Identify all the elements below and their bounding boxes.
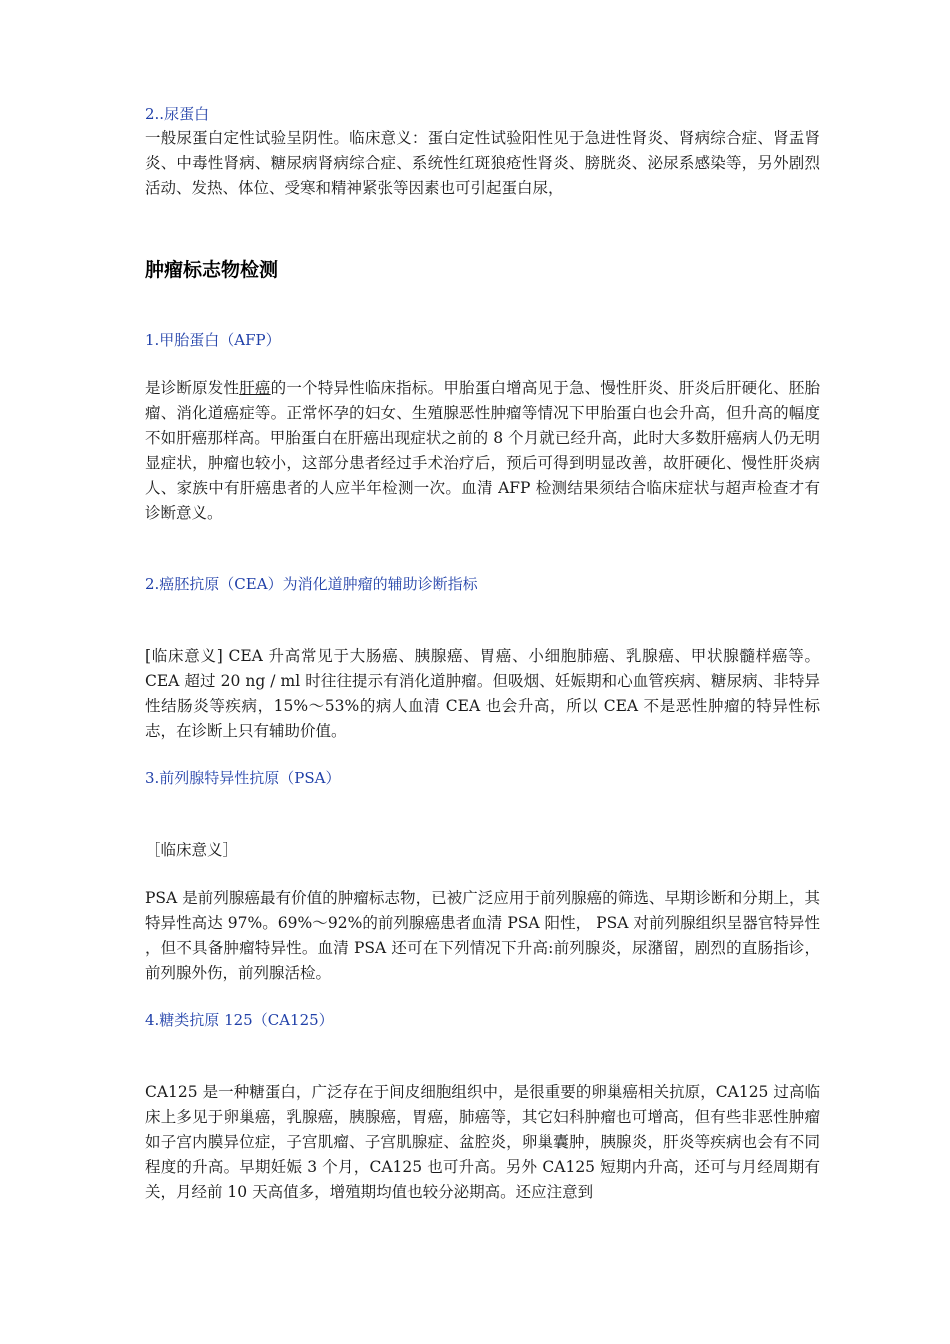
page-title: 肿瘤标志物检测 [145, 259, 279, 281]
psa-clinical-label: ［临床意义］ [145, 841, 239, 859]
liver-cancer-link[interactable]: 肝癌 [239, 379, 271, 397]
afp-heading: 1.甲胎蛋白（AFP） [145, 331, 281, 349]
afp-paragraph [145, 376, 820, 526]
psa-heading: 3.前列腺特异性抗原（PSA） [145, 769, 341, 787]
afp-text-rest: 的一个特异性临床指标。甲胎蛋白增高见于急、慢性肝炎、肝炎后肝硬化、胚胎瘤、消化道癌症等。正常怀孕的妇女、生殖腺恶性肿瘤等情况下甲胎蛋白也会升高，但升高的幅度不如肝癌那样高。甲胎蛋白在肝癌出现症状之前的 8 个月就已经升高，此时大多数肝癌病人仍无明显症状，肿瘤也较小，这部分患者经过手术治疗后，预后可得到明显改善，故肝硬化、慢性肝炎病人、家族中有肝癌患者的人应半年检测一次。血清 AFP 检测结果须结合临床症状与超声检查才有诊断意义。 [145, 379, 820, 522]
cea-paragraph: [临床意义] CEA 升高常见于大肠癌、胰腺癌、胃癌、小细胞肺癌、乳腺癌、甲状腺髓样癌等。CEA 超过 20 ng / ml 时往往提示有消化道肿瘤。但吸烟、妊娠期和心血管疾病、糖尿病、非特异性结肠炎等疾病，15%～53%的病人血清 CEA 也会升高，所以 CEA 不是恶性肿瘤的特异性标志，在诊断上只有辅助价值。 [145, 647, 820, 740]
ca125-heading: 4.糖类抗原 125（CA125） [145, 1011, 334, 1029]
afp-text-start: 是诊断原发性 [145, 379, 240, 397]
ca125-paragraph: CA125 是一种糖蛋白，广泛存在于间皮细胞组织中，是很重要的卵巢癌相关抗原，CA125 过高临床上多见于卵巢癌，乳腺癌，胰腺癌，胃癌，肺癌等，其它妇科肿瘤也可增高，但有些非恶性肿瘤如子宫内膜异位症，子宫肌瘤、子宫肌腺症、盆腔炎，卵巢囊肿，胰腺炎，肝炎等疾病也会有不同程度的升高。早期妊娠 3 个月，CA125 也可升高。另外 CA125 短期内升高，还可与月经周期有关，月经前 10 天高值多，增殖期均值也较分泌期高。还应注意到 [145, 1083, 820, 1201]
cea-heading: 2.癌胚抗原（CEA）为消化道肿瘤的辅助诊断指标 [145, 575, 478, 593]
urine-protein-paragraph: 一般尿蛋白定性试验呈阴性。临床意义：蛋白定性试验阳性见于急进性肾炎、肾病综合症、肾盂肾炎、中毒性肾病、糖尿病肾病综合症、系统性红斑狼疮性肾炎、膀胱炎、泌尿系感染等，另外剧烈活动、发热、体位、受寒和精神紧张等因素也可引起蛋白尿， [145, 129, 820, 197]
urine-protein-heading: 2..尿蛋白 [145, 105, 210, 123]
psa-paragraph: PSA 是前列腺癌最有价值的肿瘤标志物，已被广泛应用于前列腺癌的筛选、早期诊断和分期上，其特异性高达 97%。69%～92%的前列腺癌患者血清 PSA 阳性， PSA 对前列腺组织呈器官特异性 ，但不具备肿瘤特异性。血清 PSA 还可在下列情况下升高:前列腺炎，尿潴留，剧烈的直肠指诊，前列腺外伤，前列腺活检。 [145, 889, 820, 982]
